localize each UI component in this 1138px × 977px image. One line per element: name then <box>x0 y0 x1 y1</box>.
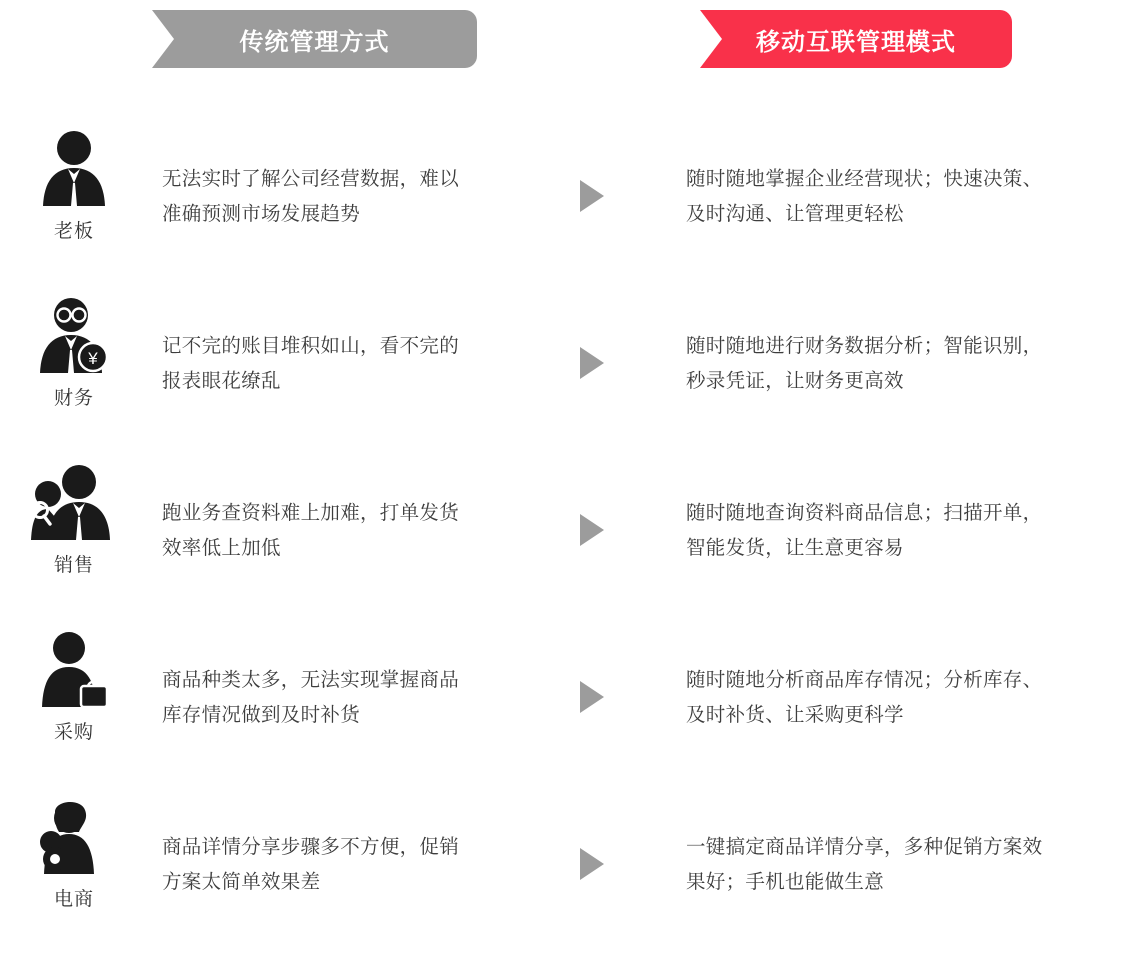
comparison-row <box>0 118 1138 285</box>
role-label: 电商 <box>53 889 94 910</box>
purchasing-avatar-icon <box>0 619 148 711</box>
pain-point-text <box>162 663 552 733</box>
pain-line-1: 无法实时了解公司经营数据，难以 <box>162 168 460 190</box>
svg-text:¥: ¥ <box>88 349 98 368</box>
gain-line-1: 一键搞定商品详情分享，多种促销方案效 <box>686 836 1043 858</box>
banner-traditional <box>152 10 477 68</box>
pain-line-2: 准确预测市场发展趋势 <box>162 203 361 225</box>
triangle-right-icon <box>580 681 604 713</box>
gain-line-2: 及时沟通、让管理更轻松 <box>686 203 904 225</box>
triangle-right-icon <box>580 180 604 212</box>
pain-line-2: 方案太简单效果差 <box>162 871 321 893</box>
benefit-text <box>686 496 1106 566</box>
role-block <box>0 786 148 911</box>
pain-point-text <box>162 162 552 232</box>
benefit-text <box>686 162 1106 232</box>
pain-line-2: 库存情况做到及时补货 <box>162 704 361 726</box>
triangle-right-icon <box>580 848 604 880</box>
gain-line-2: 果好；手机也能做生意 <box>686 871 885 893</box>
pain-line-2: 报表眼花缭乱 <box>162 370 281 392</box>
pain-line-1: 跑业务查资料难上加难，打单发货 <box>162 502 460 524</box>
benefit-text <box>686 663 1106 733</box>
pain-point-text <box>162 830 552 900</box>
role-block <box>0 118 148 243</box>
gain-line-1: 随时随地分析商品库存情况；分析库存、 <box>686 669 1043 691</box>
comparison-row <box>0 285 1138 452</box>
sales-avatar-icon <box>0 452 148 544</box>
comparison-row <box>0 786 1138 953</box>
gain-line-1: 随时随地进行财务数据分析；智能识别， <box>686 335 1043 357</box>
comparison-row <box>0 452 1138 619</box>
role-label: 老板 <box>53 221 94 242</box>
gain-line-1: 随时随地查询资料商品信息；扫描开单， <box>686 502 1043 524</box>
gain-line-2: 及时补货、让采购更科学 <box>686 704 904 726</box>
boss-avatar-icon <box>0 118 148 210</box>
role-label: 采购 <box>53 722 94 743</box>
pain-line-1: 记不完的账目堆积如山，看不完的 <box>162 335 460 357</box>
gain-line-2: 智能发货，让生意更容易 <box>686 537 904 559</box>
ecommerce-avatar-icon <box>0 786 148 878</box>
role-block <box>0 619 148 744</box>
role-label: 财务 <box>53 388 94 409</box>
banner-traditional-label: 传统管理方式 <box>239 28 390 56</box>
role-label: 销售 <box>53 555 94 576</box>
banner-mobile-label: 移动互联管理模式 <box>756 28 956 56</box>
benefit-text <box>686 329 1106 399</box>
banner-mobile <box>700 10 1012 68</box>
header-banners <box>0 0 1138 95</box>
pain-point-text <box>162 496 552 566</box>
role-block <box>0 452 148 577</box>
comparison-row <box>0 619 1138 786</box>
pain-line-1: 商品种类太多，无法实现掌握商品 <box>162 669 460 691</box>
pain-line-1: 商品详情分享步骤多不方便，促销 <box>162 836 460 858</box>
role-block <box>0 285 148 410</box>
triangle-right-icon <box>580 514 604 546</box>
benefit-text <box>686 830 1106 900</box>
comparison-rows <box>0 118 1138 953</box>
triangle-right-icon <box>580 347 604 379</box>
finance-avatar-icon <box>0 285 148 377</box>
pain-point-text <box>162 329 552 399</box>
pain-line-2: 效率低上加低 <box>162 537 281 559</box>
gain-line-2: 秒录凭证，让财务更高效 <box>686 370 904 392</box>
gain-line-1: 随时随地掌握企业经营现状；快速决策、 <box>686 168 1043 190</box>
